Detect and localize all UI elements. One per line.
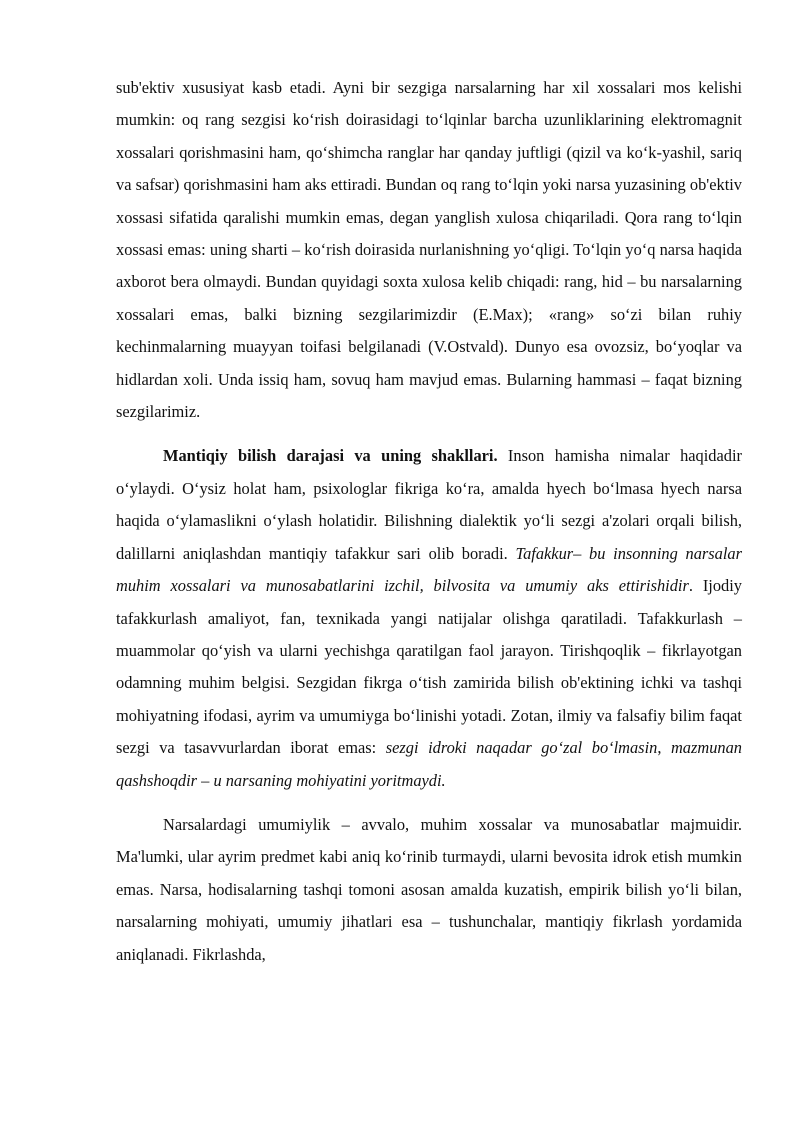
paragraph-text: , xyxy=(657,738,671,758)
paragraph-text: sub'ektiv xususiyat kasb etadi. Ayni bir sezgiga narsalarning har xil xossalari mos kelishi mumkin: oq rang sezgisi ko‘rish doirasidagi to‘lqinlar barcha uzunliklarining elektromagnit xossalari qorishmasini ham, qo‘shimcha ranglar har qanday juftligi (qizil va ko‘k-yashil, sariq va safsar) qorishmasini ham aks ettiradi. Bundan oq rang to‘lqin yoki narsa yuzasining ob'ektiv xossasi sifatida qaralishi mumkin emas, degan yanglish xulosa chiqariladi. Qora rang to‘lqin xossasi emas: uning sharti – ko‘rish doirasida nurlanishning yo‘qligi. To‘lqin yo‘q narsa haqida axborot bera olmaydi. Bundan quyidagi soxta xulosa kelib chiqadi: rang, hid – bu narsalarning xossalari emas, balki bizning sezgilarimizdir (E.Max); «rang» so‘zi bilan ruhiy kechinmalarning muayyan toifasi belgilanadi (V.Ostvald). Dunyo esa ovozsiz, bo‘yoqlar va hidlardan xoli. Unda issiq ham, sovuq ham mavjud emas. Bularning hammasi – faqat bizning sezgilarimiz. xyxy=(116,78,742,422)
paragraph-text: Inson hamisha nimalar haqidadir o‘ylaydi. O‘ysiz holat ham, psixologlar fikriga ko‘ra, amalda hyech bo‘lmasa hyech narsa haqida o‘ylamaslikni o‘ylash holatidir. Bilishning dialektik yo‘li sezgi a'zolari orqali bilish, dalillarni aniqlashdan mantiqiy tafakkur sari olib boradi. xyxy=(116,446,742,563)
emphasis-italic: sezgi idroki naqadar go‘zal bo‘lmasin xyxy=(385,738,658,758)
definition-italic: Tafakkur– bu insonning narsalar muhim xossalari va munosabatlarini izchil, bilvosita va umumiy aks ettirishidir xyxy=(116,543,743,596)
paragraph-text: . Ijodiy tafakkurlash amaliyot, fan, texnikada yangi natijalar olishga qaratiladi. Tafakkurlash – muammolar qo‘yish va ularni yechishga qaratilgan faol jarayon. Tirishqoqlik – fikrlayotgan odamning muhim belgisi. Sezgidan fikrga o‘tish zamirida bilish ob'ektining ichki va tashqi mohiyatning ifodasi, ayrim va umumiyga bo‘linishi yotadi. Zotan, ilmiy va falsafiy bilim faqat sezgi va tasavvurlardan iborat emas: xyxy=(116,576,743,758)
section-heading: Mantiqiy bilish darajasi va uning shakllari. xyxy=(163,446,498,466)
paragraph-generality xyxy=(116,809,742,971)
paragraph-logical-cognition xyxy=(116,440,742,796)
paragraph-sensation-properties xyxy=(116,72,742,428)
paragraph-text: Narsalardagi umumiylik – avvalo, muhim xossalar va munosabatlar majmuidir. Ma'lumki, ular ayrim predmet kabi aniq ko‘rinib turmaydi, ularni bevosita idrok etish mumkin emas. Narsa, hodisalarning tashqi tomoni asosan amalda kuzatish, empirik bilish yo‘li bilan, narsalarning mohiyati, umumiy jihatlari esa – tushunchalar, mantiqiy fikrlash yordamida aniqlanadi. Fikrlashda, xyxy=(116,814,742,964)
emphasis-italic: mazmunan qashshoqdir – u narsaning mohiyatini yoritmaydi. xyxy=(116,738,742,790)
document-page xyxy=(116,72,742,983)
